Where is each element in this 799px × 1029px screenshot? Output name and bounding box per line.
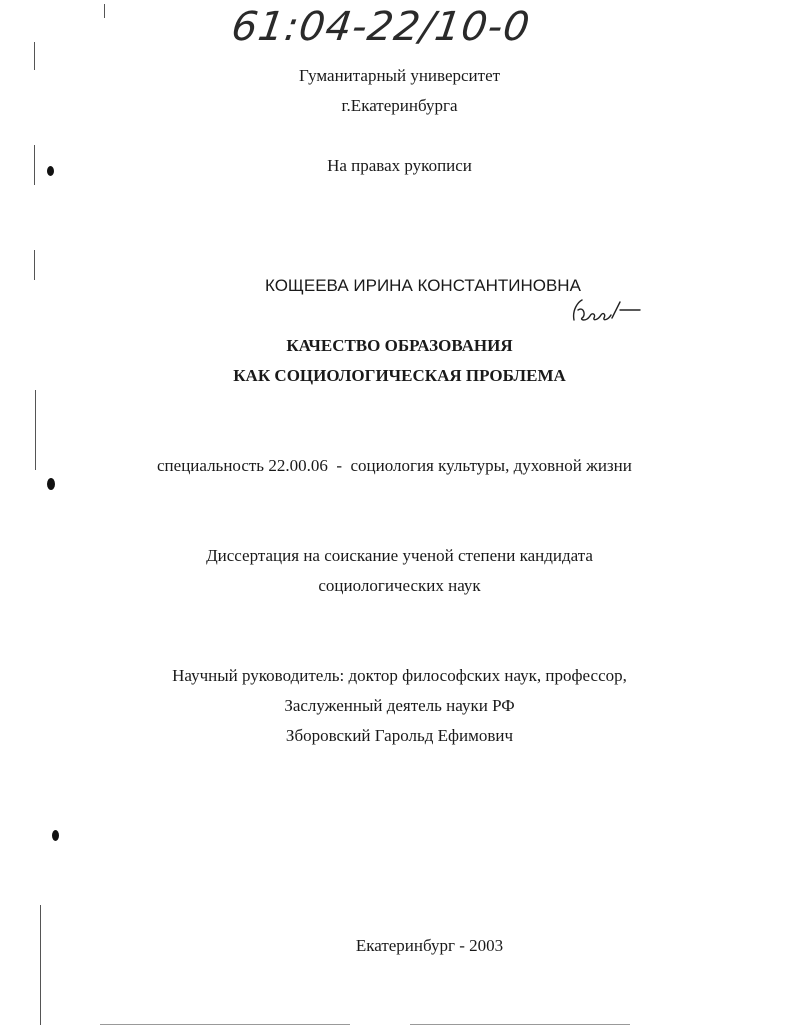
title-line-2: КАК СОЦИОЛОГИЧЕСКАЯ ПРОБЛЕМА: [233, 366, 566, 385]
footer-city-year: Екатеринбург - 2003: [355, 936, 504, 955]
scan-margin-line: [104, 4, 105, 18]
scan-margin-line: [40, 905, 41, 1025]
specialty-line: специальность 22.00.06 - социология культуры, духовной жизни: [157, 456, 632, 475]
author-name: КОЩЕЕВА ИРИНА КОНСТАНТИНОВНА: [265, 276, 581, 295]
author-signature: [568, 296, 648, 326]
archive-code: 61:04-22/10-0: [228, 4, 534, 50]
scan-dot: [47, 478, 55, 490]
scan-bottom-rule: [410, 1024, 630, 1025]
dissertation-line-1: Диссертация на соискание ученой степени кандидата: [206, 546, 593, 565]
supervisor-line-1: Научный руководитель: доктор философских наук, профессор,: [172, 666, 627, 685]
title-line-1: КАЧЕСТВО ОБРАЗОВАНИЯ: [286, 336, 513, 355]
university-name: Гуманитарный университет: [298, 66, 501, 85]
university-city: г.Екатеринбурга: [341, 96, 458, 115]
dissertation-line-2: социологических наук: [318, 576, 481, 595]
rights-note: На правах рукописи: [327, 156, 472, 175]
scan-margin-line: [34, 250, 35, 280]
supervisor-line-2: Заслуженный деятель науки РФ: [284, 696, 515, 715]
scan-bottom-rule: [100, 1024, 350, 1025]
scan-margin-line: [35, 390, 36, 470]
scan-dot: [52, 830, 59, 841]
supervisor-line-3: Зборовский Гарольд Ефимович: [285, 726, 514, 745]
